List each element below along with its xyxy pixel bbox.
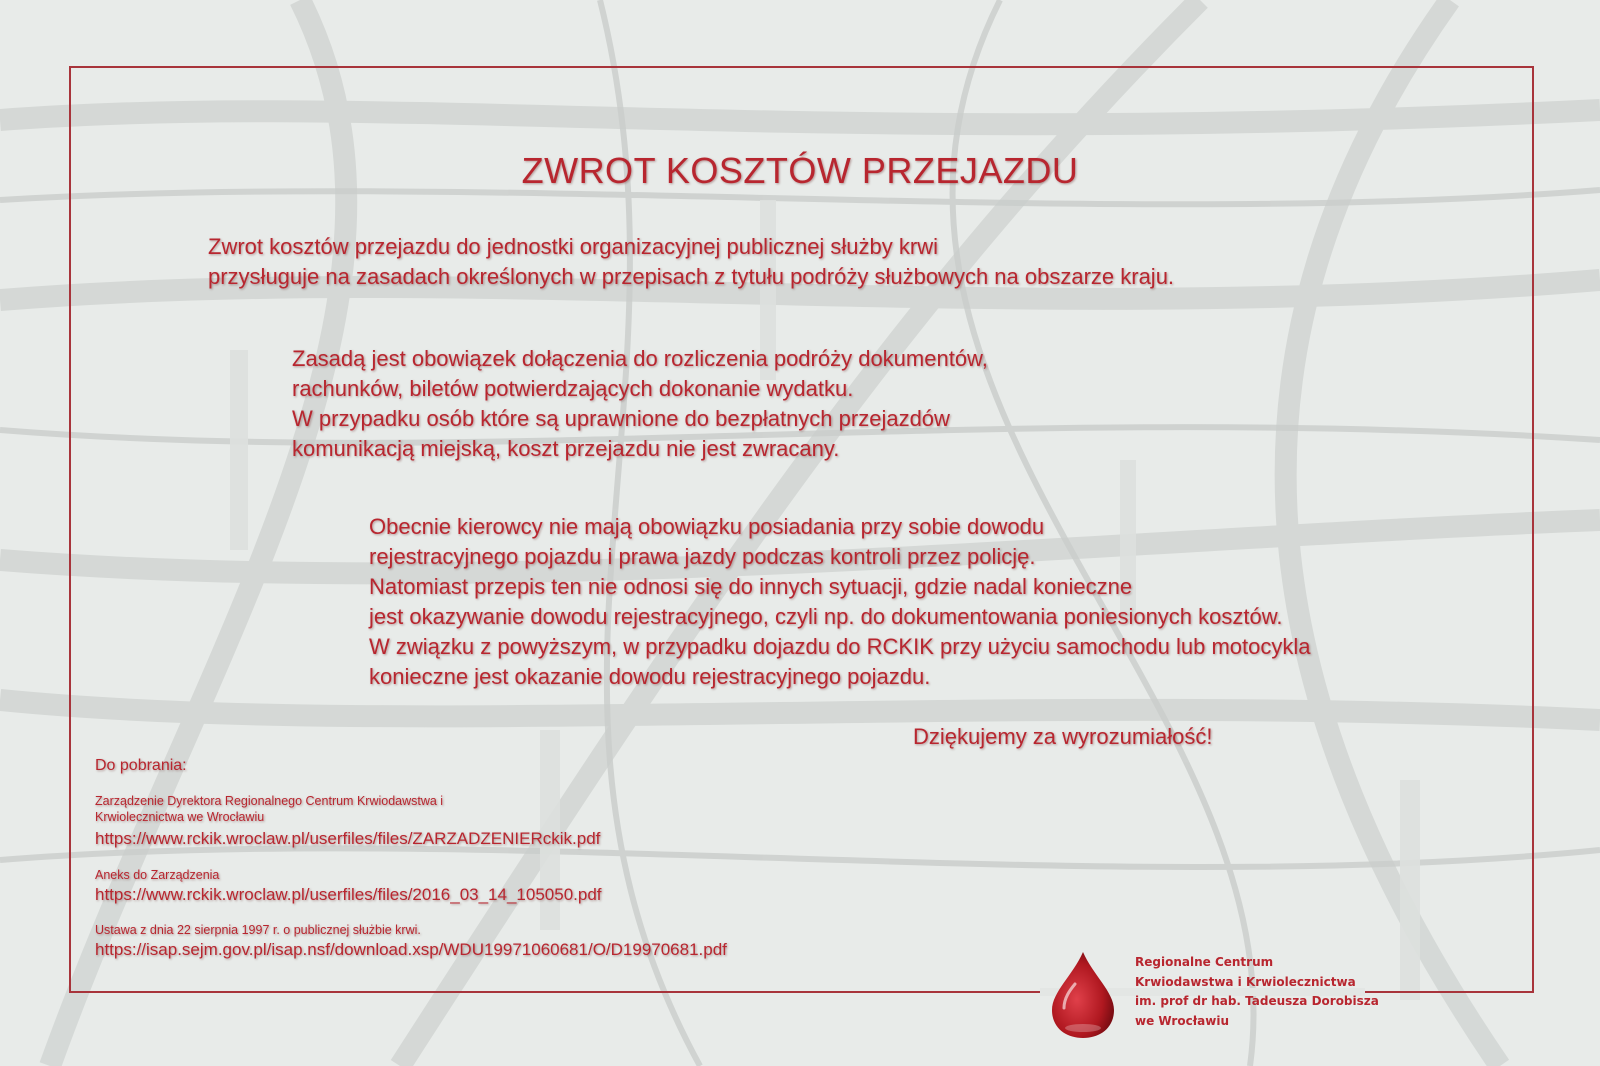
page-title: ZWROT KOSZTÓW PRZEJAZDU bbox=[521, 150, 1079, 191]
blood-drop-icon bbox=[1048, 950, 1118, 1040]
download-link-regulation[interactable]: https://www.rckik.wroclaw.pl/userfiles/files/ZARZADZENIERckik.pdf bbox=[95, 829, 601, 848]
download-link-act[interactable]: https://isap.sejm.gov.pl/isap.nsf/download.xsp/WDU19971060681/O/D19970681.pdf bbox=[95, 940, 727, 959]
download-label-annex: Aneks do Zarządzenia bbox=[95, 868, 220, 882]
paragraph-reimbursement: Zwrot kosztów przejazdu do jednostki organizacyjnej publicznej służby krwi przysługuje na zasadach określonych w przepisach z tytułu podróży służbowych na obszarze kraju. bbox=[208, 234, 1175, 289]
download-label-act: Ustawa z dnia 22 sierpnia 1997 r. o publicznej służbie krwi. bbox=[95, 923, 421, 937]
paragraph-documents: Zasadą jest obowiązek dołączenia do rozliczenia podróży dokumentów, rachunków, biletów potwierdzających dokonanie wydatku. W przypadku osób które są uprawnione do bezpłatnych przejazdów komunikacją miejską, koszt przejazdu nie jest zwracany. bbox=[292, 346, 988, 461]
download-label-regulation: Zarządzenie Dyrektora Regionalnego Centrum Krwiodawstwa i Krwiolecznictwa we Wrocławiu bbox=[95, 794, 444, 824]
thanks-text: Dziękujemy za wyrozumiałość! bbox=[913, 724, 1213, 749]
paragraph-registration: Obecnie kierowcy nie mają obowiązku posiadania przy sobie dowodu rejestracyjnego pojazdu i prawa jazdy podczas kontroli przez policję. Natomiast przepis ten nie odnosi się do innych sytuacji, gdzie nadal konieczne jest okazywanie dowodu rejestracyjnego, czyli np. do dokumentowania poniesionych kosztów. W związku z powyższym, w przypadku dojazdu do RCKIK przy użyciu samochodu lub motocykla konieczne jest okazanie dowodu rejestracyjnego pojazdu. bbox=[369, 514, 1311, 689]
download-link-annex[interactable]: https://www.rckik.wroclaw.pl/userfiles/files/2016_03_14_105050.pdf bbox=[95, 885, 602, 904]
downloads-heading: Do pobrania: bbox=[95, 757, 187, 774]
organization-name: Regionalne Centrum Krwiodawstwa i Krwiolecznictwa im. prof dr hab. Tadeusza Dorobisza we Wrocławiu bbox=[1135, 955, 1379, 1028]
